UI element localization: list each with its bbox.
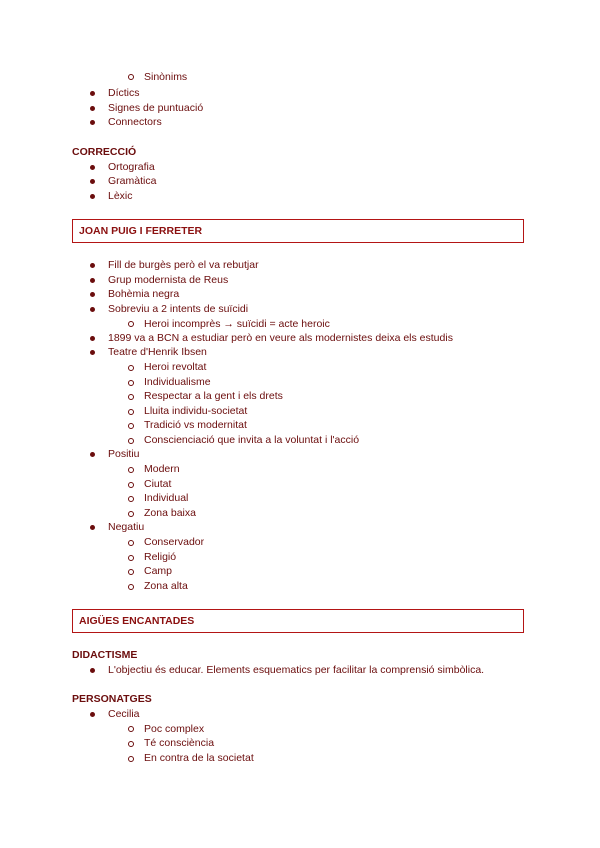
bullet [90,350,95,355]
sub-bullet [128,569,134,575]
section-heading-correccio: CORRECCIÓ [72,146,137,158]
bullet [90,712,95,717]
sub-bullet [128,365,134,371]
list-item: Heroi incomprès → suïcidi = acte heroic [144,318,330,330]
sub-bullet [128,726,134,732]
bullet [90,263,95,268]
list-item: Gramàtica [108,175,157,187]
bullet [90,179,95,184]
list-item: Signes de puntuació [108,102,204,114]
list-item: Té consciència [144,737,215,749]
sub-bullet [128,409,134,415]
list-item: Ciutat [144,478,172,490]
list-item: L'objectiu és educar. Elements esquematics per facilitar la comprensió simbòlica. [108,664,485,676]
list-item: Ortografia [108,161,155,173]
list-item: Conscienciació que invita a la voluntat i l'acció [144,434,360,446]
list-item: Teatre d'Henrik Ibsen [108,346,207,358]
list-item: Grup modernista de Reus [108,274,229,286]
list-item: Zona baixa [144,507,196,519]
bullet [90,120,95,125]
list-item: Conservador [144,536,205,548]
list-item: Respectar a la gent i els drets [144,390,283,402]
list-item: Fill de burgès però el va rebutjar [108,259,259,271]
section-title: AIGÜES ENCANTADES [79,615,195,627]
bullet [90,452,95,457]
sub-bullet [128,540,134,546]
list-item: Connectors [108,116,162,128]
list-item: Individualisme [144,376,211,388]
bullet [90,165,95,170]
bullet [90,668,95,673]
section-heading-personatges: PERSONATGES [72,693,152,705]
list-item: Díctics [108,87,140,99]
list-item: Positiu [108,448,140,460]
section-title: JOAN PUIG I FERRETER [79,225,203,237]
list-item: Bohèmia negra [108,288,180,300]
bullet [90,525,95,530]
bullet [90,106,95,111]
list-item: Individual [144,492,189,504]
sub-bullet [128,380,134,386]
section-heading-didactisme: DIDACTISME [72,649,138,661]
list-item: Negatiu [108,521,145,533]
bullet [90,292,95,297]
sub-bullet [128,756,134,762]
sub-bullet [128,511,134,517]
bullet [90,91,95,96]
sub-bullet [128,423,134,429]
sub-bullet [128,467,134,473]
bullet [90,278,95,283]
list-item: Cecilia [108,708,140,720]
list-item: Religió [144,551,177,563]
sub-bullet [128,482,134,488]
sub-bullet [128,394,134,400]
bullet [90,336,95,341]
sub-bullet [128,438,134,444]
list-item: Heroi revoltat [144,361,207,373]
list-item: Poc complex [144,723,205,735]
sub-bullet [128,584,134,590]
list-item: Zona alta [144,580,188,592]
list-item: Tradició vs modernitat [144,419,247,431]
section-title-box [72,609,524,633]
list-item: Sobreviu a 2 intents de suïcidi [108,303,249,315]
list-item: Sinònims [144,71,188,83]
list-item: Lèxic [108,190,133,202]
list-item: Lluita individu-societat [144,405,248,417]
bullet [90,194,95,199]
bullet [90,307,95,312]
list-item: Camp [144,565,173,577]
list-item: En contra de la societat [144,752,254,764]
section-title-box [72,219,524,243]
sub-bullet [128,741,134,747]
list-item: Modern [144,463,180,475]
sub-bullet [128,74,134,80]
sub-bullet [128,555,134,561]
sub-bullet [128,321,134,327]
list-item: 1899 va a BCN a estudiar però en veure als modernistes deixa els estudis [108,332,453,344]
sub-bullet [128,496,134,502]
